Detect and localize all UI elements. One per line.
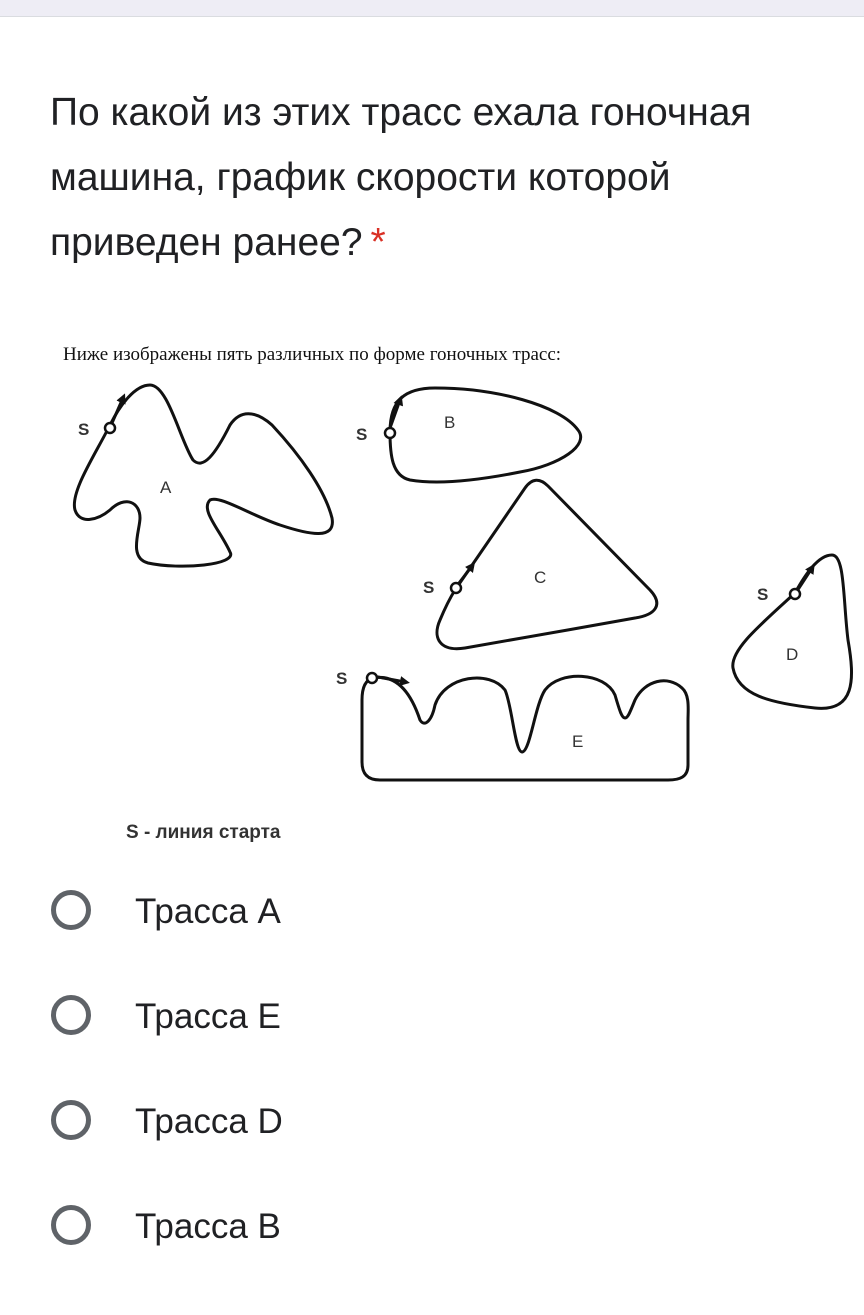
radio-button[interactable]	[51, 1205, 91, 1245]
radio-button[interactable]	[51, 995, 91, 1035]
figure-caption: Ниже изображены пять различных по форме гоночных трасс:	[63, 344, 562, 365]
radio-button[interactable]	[51, 1100, 91, 1140]
option-track-a[interactable]	[0, 862, 864, 966]
race-tracks-figure	[0, 370, 864, 800]
track-a-start-marker	[105, 423, 115, 433]
track-a-arrow	[112, 398, 123, 423]
track-d-path	[733, 555, 852, 708]
option-label: Трасса A	[135, 892, 281, 931]
option-track-b[interactable]	[0, 1177, 864, 1281]
option-track-d[interactable]	[0, 1072, 864, 1176]
question-title	[50, 80, 840, 275]
track-d	[733, 555, 852, 708]
start-line-legend: S - линия старта	[126, 822, 281, 843]
track-b	[356, 388, 581, 482]
track-b-label: B	[444, 413, 456, 432]
question-text: По какой из этих трасс ехала гоночная машина, график скорости которой приведен ранее?	[50, 91, 752, 264]
track-d-label: D	[786, 645, 799, 664]
track-a-start-label: S	[78, 420, 90, 439]
track-d-start-label: S	[757, 585, 769, 604]
track-a-path	[74, 385, 332, 566]
track-e-path	[362, 676, 688, 780]
option-label: Трасса E	[135, 997, 281, 1036]
option-track-e[interactable]	[0, 967, 864, 1071]
option-label: Трасса B	[135, 1207, 281, 1246]
radio-button[interactable]	[51, 890, 91, 930]
track-c-path	[437, 480, 657, 648]
track-e-label: E	[572, 732, 584, 751]
track-b-start-marker	[385, 428, 395, 438]
required-star: *	[370, 221, 386, 264]
track-c	[423, 480, 657, 648]
track-c-label: C	[534, 568, 547, 587]
track-c-start-label: S	[423, 578, 435, 597]
track-a	[74, 385, 332, 566]
track-d-start-marker	[790, 589, 800, 599]
track-e-start-marker	[367, 673, 377, 683]
track-a-label: A	[160, 478, 172, 497]
track-e-start-label: S	[336, 669, 348, 688]
track-e	[336, 669, 688, 780]
top-bar	[0, 0, 864, 17]
track-b-start-label: S	[356, 425, 368, 444]
option-label: Трасса D	[135, 1102, 283, 1141]
track-c-start-marker	[451, 583, 461, 593]
track-d-arrow	[797, 568, 812, 591]
track-b-path	[390, 388, 581, 482]
